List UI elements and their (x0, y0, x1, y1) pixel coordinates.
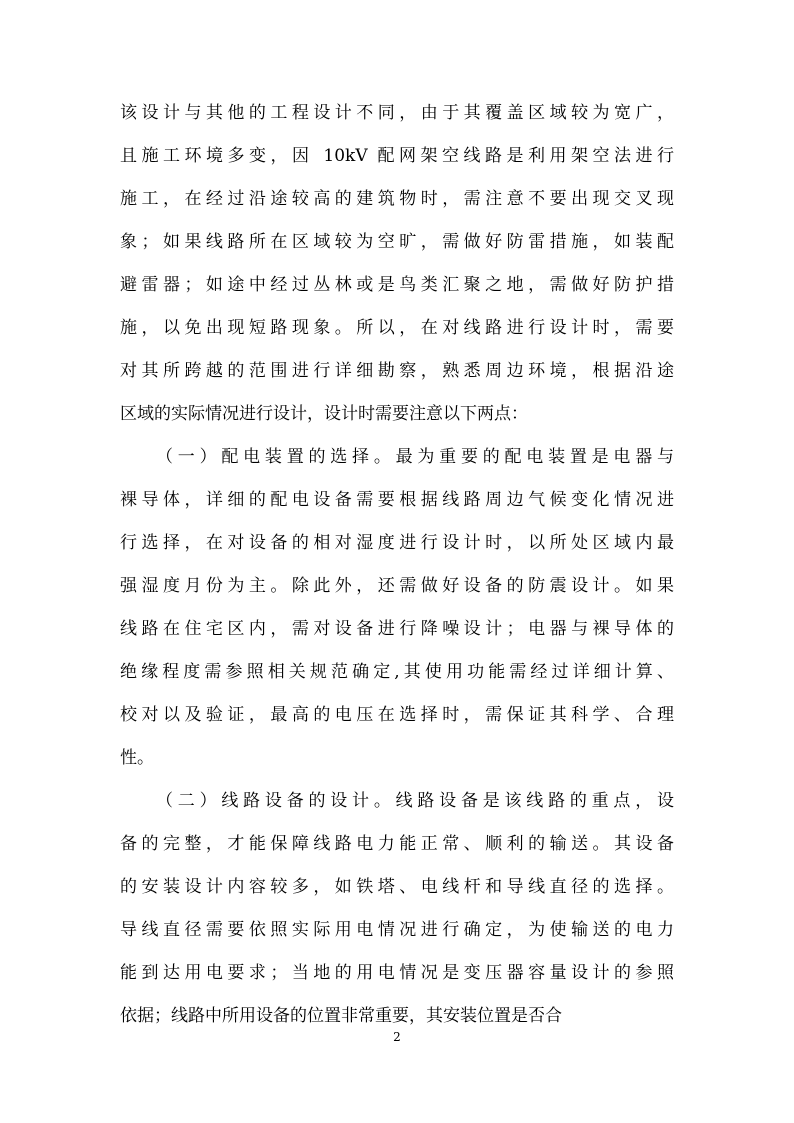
page-number: 2 (393, 1030, 401, 1044)
text-line: （一）配电装置的选择。最为重要的配电装置是电器与 (156, 447, 674, 467)
paragraph-2 (120, 436, 674, 780)
text-line: 裸导体，详细的配电设备需要根据线路周边气候变化情况进 (120, 490, 674, 510)
text-line: 避雷器；如途中经过丛林或是鸟类汇聚之地，需做好防护措 (120, 275, 674, 295)
paragraph-1 (120, 92, 674, 436)
text-line: 依据；线路中所用设备的位置非常重要，其安装位置是否合 (120, 1006, 562, 1026)
text-line: 导线直径需要依照实际用电情况进行确定，为使输送的电力 (120, 920, 674, 940)
body-text (120, 92, 674, 1038)
text-line: 性。 (120, 748, 154, 768)
text-line: 施，以免出现短路现象。所以，在对线路进行设计时，需要 (120, 318, 674, 338)
text-line: 该设计与其他的工程设计不同，由于其覆盖区域较为宽广， (120, 103, 674, 123)
text-line: 能到达用电要求；当地的用电情况是变压器容量设计的参照 (120, 963, 674, 983)
text-line: 备的完整，才能保障线路电力能正常、顺利的输送。其设备 (120, 834, 674, 854)
text-line: 象；如果线路所在区域较为空旷，需做好防雷措施，如装配 (120, 232, 674, 252)
text-line: 施工，在经过沿途较高的建筑物时，需注意不要出现交叉现 (120, 189, 674, 209)
text-line: 校对以及验证，最高的电压在选择时，需保证其科学、合理 (120, 705, 674, 725)
text-line: 对其所跨越的范围进行详细勘察，熟悉周边环境，根据沿途 (120, 361, 674, 381)
text-line: 区域的实际情况进行设计，设计时需要注意以下两点： (120, 404, 528, 424)
text-line: 的安装设计内容较多，如铁塔、电线杆和导线直径的选择。 (120, 877, 674, 897)
text-line: （二）线路设备的设计。线路设备是该线路的重点，设 (156, 791, 674, 811)
text-line: 线路在住宅区内，需对设备进行降噪设计；电器与裸导体的 (120, 619, 674, 639)
text-line: 强湿度月份为主。除此外，还需做好设备的防震设计。如果 (120, 576, 674, 596)
text-line: 且施工环境多变，因 10kV 配网架空线路是利用架空法进行 (120, 146, 674, 166)
paragraph-3 (120, 780, 674, 1038)
text-line: 绝缘程度需参照相关规范确定,其使用功能需经过详细计算、 (120, 662, 674, 682)
text-line: 行选择，在对设备的相对湿度进行设计时，以所处区域内最 (120, 533, 674, 553)
